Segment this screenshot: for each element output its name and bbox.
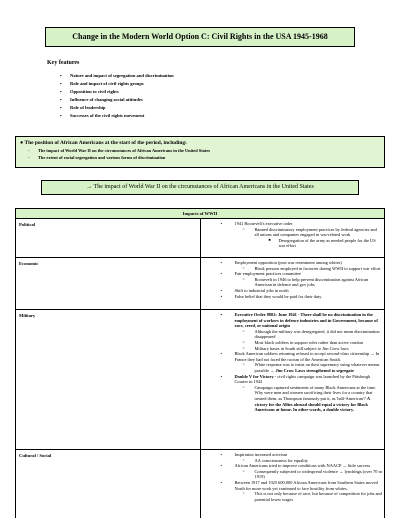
list-item: • False belief that they would be paid for their duty xyxy=(201,294,383,300)
position-sub-text: The extent of racial segregation and various forms of discrimination xyxy=(38,155,166,160)
row-body xyxy=(200,310,385,450)
list-item-bold-text: A victory for the Allies abroad should equal a victory for Black Americans at home. In other words, a double victory. xyxy=(254,395,370,413)
list-item: ○ AA consciousness for equality xyxy=(201,458,383,464)
impacts-table xyxy=(15,208,385,518)
key-feature-item: • Role of leadership xyxy=(60,104,174,112)
list-item: ○ This is not only because of race, but because of competition for jobs and potential lower wages xyxy=(201,491,383,502)
list-item: ○ Military bases in South still subject to Jim Crow laws xyxy=(201,346,383,352)
table-row-military xyxy=(16,310,385,450)
list-item: ○ Roosevelt in 1946 to help prevent discrimination against African American in defence and gov jobs xyxy=(201,277,383,288)
list-item xyxy=(201,385,383,413)
list-item-text: - civil rights campaign was launched by the Pittsburgh Courier in 1942 xyxy=(234,373,371,385)
key-feature-item: • Opposition to civil rights xyxy=(60,88,174,96)
key-features-list xyxy=(60,72,174,121)
position-box xyxy=(15,136,385,168)
key-feature-item: • Role and impact of civil rights groups xyxy=(60,80,174,88)
row-label: Political xyxy=(16,219,201,258)
list-item: • Between 1917 and 1925 600,000 African Americans from Southern States moved North for more work yet continued to face hostility from whites. xyxy=(201,480,383,491)
key-feature-item: • Influence of changing social attitudes xyxy=(60,96,174,104)
list-item: ○ Most black soldiers in support roles rather than active combat xyxy=(201,340,383,346)
position-title: ● The position of African Americans at the start of the period, including: xyxy=(20,140,187,146)
dash-marker: - xyxy=(28,155,30,160)
list-item: • African Americans tried to improve conditions with NAACP → little success xyxy=(201,463,383,469)
list-item: • Executive Order 8802: June 1941 - There shall be no discrimination in the employment of workers in defence industries and in Government, because of race, creed, or national origin xyxy=(201,312,383,329)
row-label: Cultural / Social xyxy=(16,450,201,518)
row-body xyxy=(200,450,385,518)
row-label: Military xyxy=(16,310,201,450)
key-feature-item: • Nature and impact of segregation and discrimination xyxy=(60,72,174,80)
dash-marker: - xyxy=(28,148,30,153)
list-item: ■ Desegregation of the army as needed people for the US war effort xyxy=(201,238,383,249)
list-item-bold-text: Double V for Victory xyxy=(234,373,274,379)
position-sub-item xyxy=(20,154,380,161)
list-item: ○ Although the military was desegregated, it did not mean discrimination disappeared xyxy=(201,329,383,340)
table-header-row xyxy=(16,209,385,219)
row-label: Economic xyxy=(16,258,201,310)
list-item-text: White response was to insist on their supremacy using whatever means possible → xyxy=(254,362,380,373)
list-item: • Fair employment practices committee xyxy=(201,271,383,277)
row-body xyxy=(200,219,385,258)
list-item xyxy=(201,374,383,385)
page-title: Change in the Modern World Option C: Civil Rights in the USA 1945-1968 xyxy=(45,27,355,47)
list-item xyxy=(201,362,383,373)
list-item: ○ Black persons employed in factories during WWII to support war effort xyxy=(201,266,383,272)
list-item-text: Campaign captured sentiments of many Black Americans at the time. Why were men and women sacrificing their lives for a country that treated them, as Thompson famously put it, as 'half-American'? xyxy=(254,384,377,401)
list-item: • Inspiration increased activism xyxy=(201,452,383,458)
table-row-economic xyxy=(16,258,385,310)
list-item: • 1941 Roosevelt's executive order xyxy=(201,221,383,227)
key-feature-item: • Successes of the civil rights movement xyxy=(60,112,174,120)
position-sub-item xyxy=(20,147,380,154)
key-features-heading: Key features xyxy=(47,60,80,66)
table-row-cultural xyxy=(16,450,385,518)
list-item: ○ Banned discriminatory employment practices by federal agencies and all unions and companies engaged in war-related work xyxy=(201,227,383,238)
list-item: • Shift to industrial jobs in north xyxy=(201,288,383,294)
table-row-political xyxy=(16,219,385,258)
table-header: Impacts of WWII xyxy=(16,209,385,219)
row-body xyxy=(200,258,385,310)
list-item: ○ Consequently subjected to widespread violence → lynchings (over 70 in 1919) xyxy=(201,469,383,480)
list-item: • Employment opposition (post war resentment among whites) xyxy=(201,260,383,266)
list-item: • Black American soldiers returning refused to accept second-class citizenship → In France they had not faced the racism of the American South. xyxy=(201,351,383,362)
position-sub-text: The impact of World War II on the circumstances of African Americans in the United States xyxy=(38,148,210,153)
section-heading: → The impact of World War II on the circumstances of African Americans in the United States xyxy=(41,180,359,195)
list-item-bold-text: Jim Crow Laws strengthened to segregate xyxy=(275,367,354,373)
